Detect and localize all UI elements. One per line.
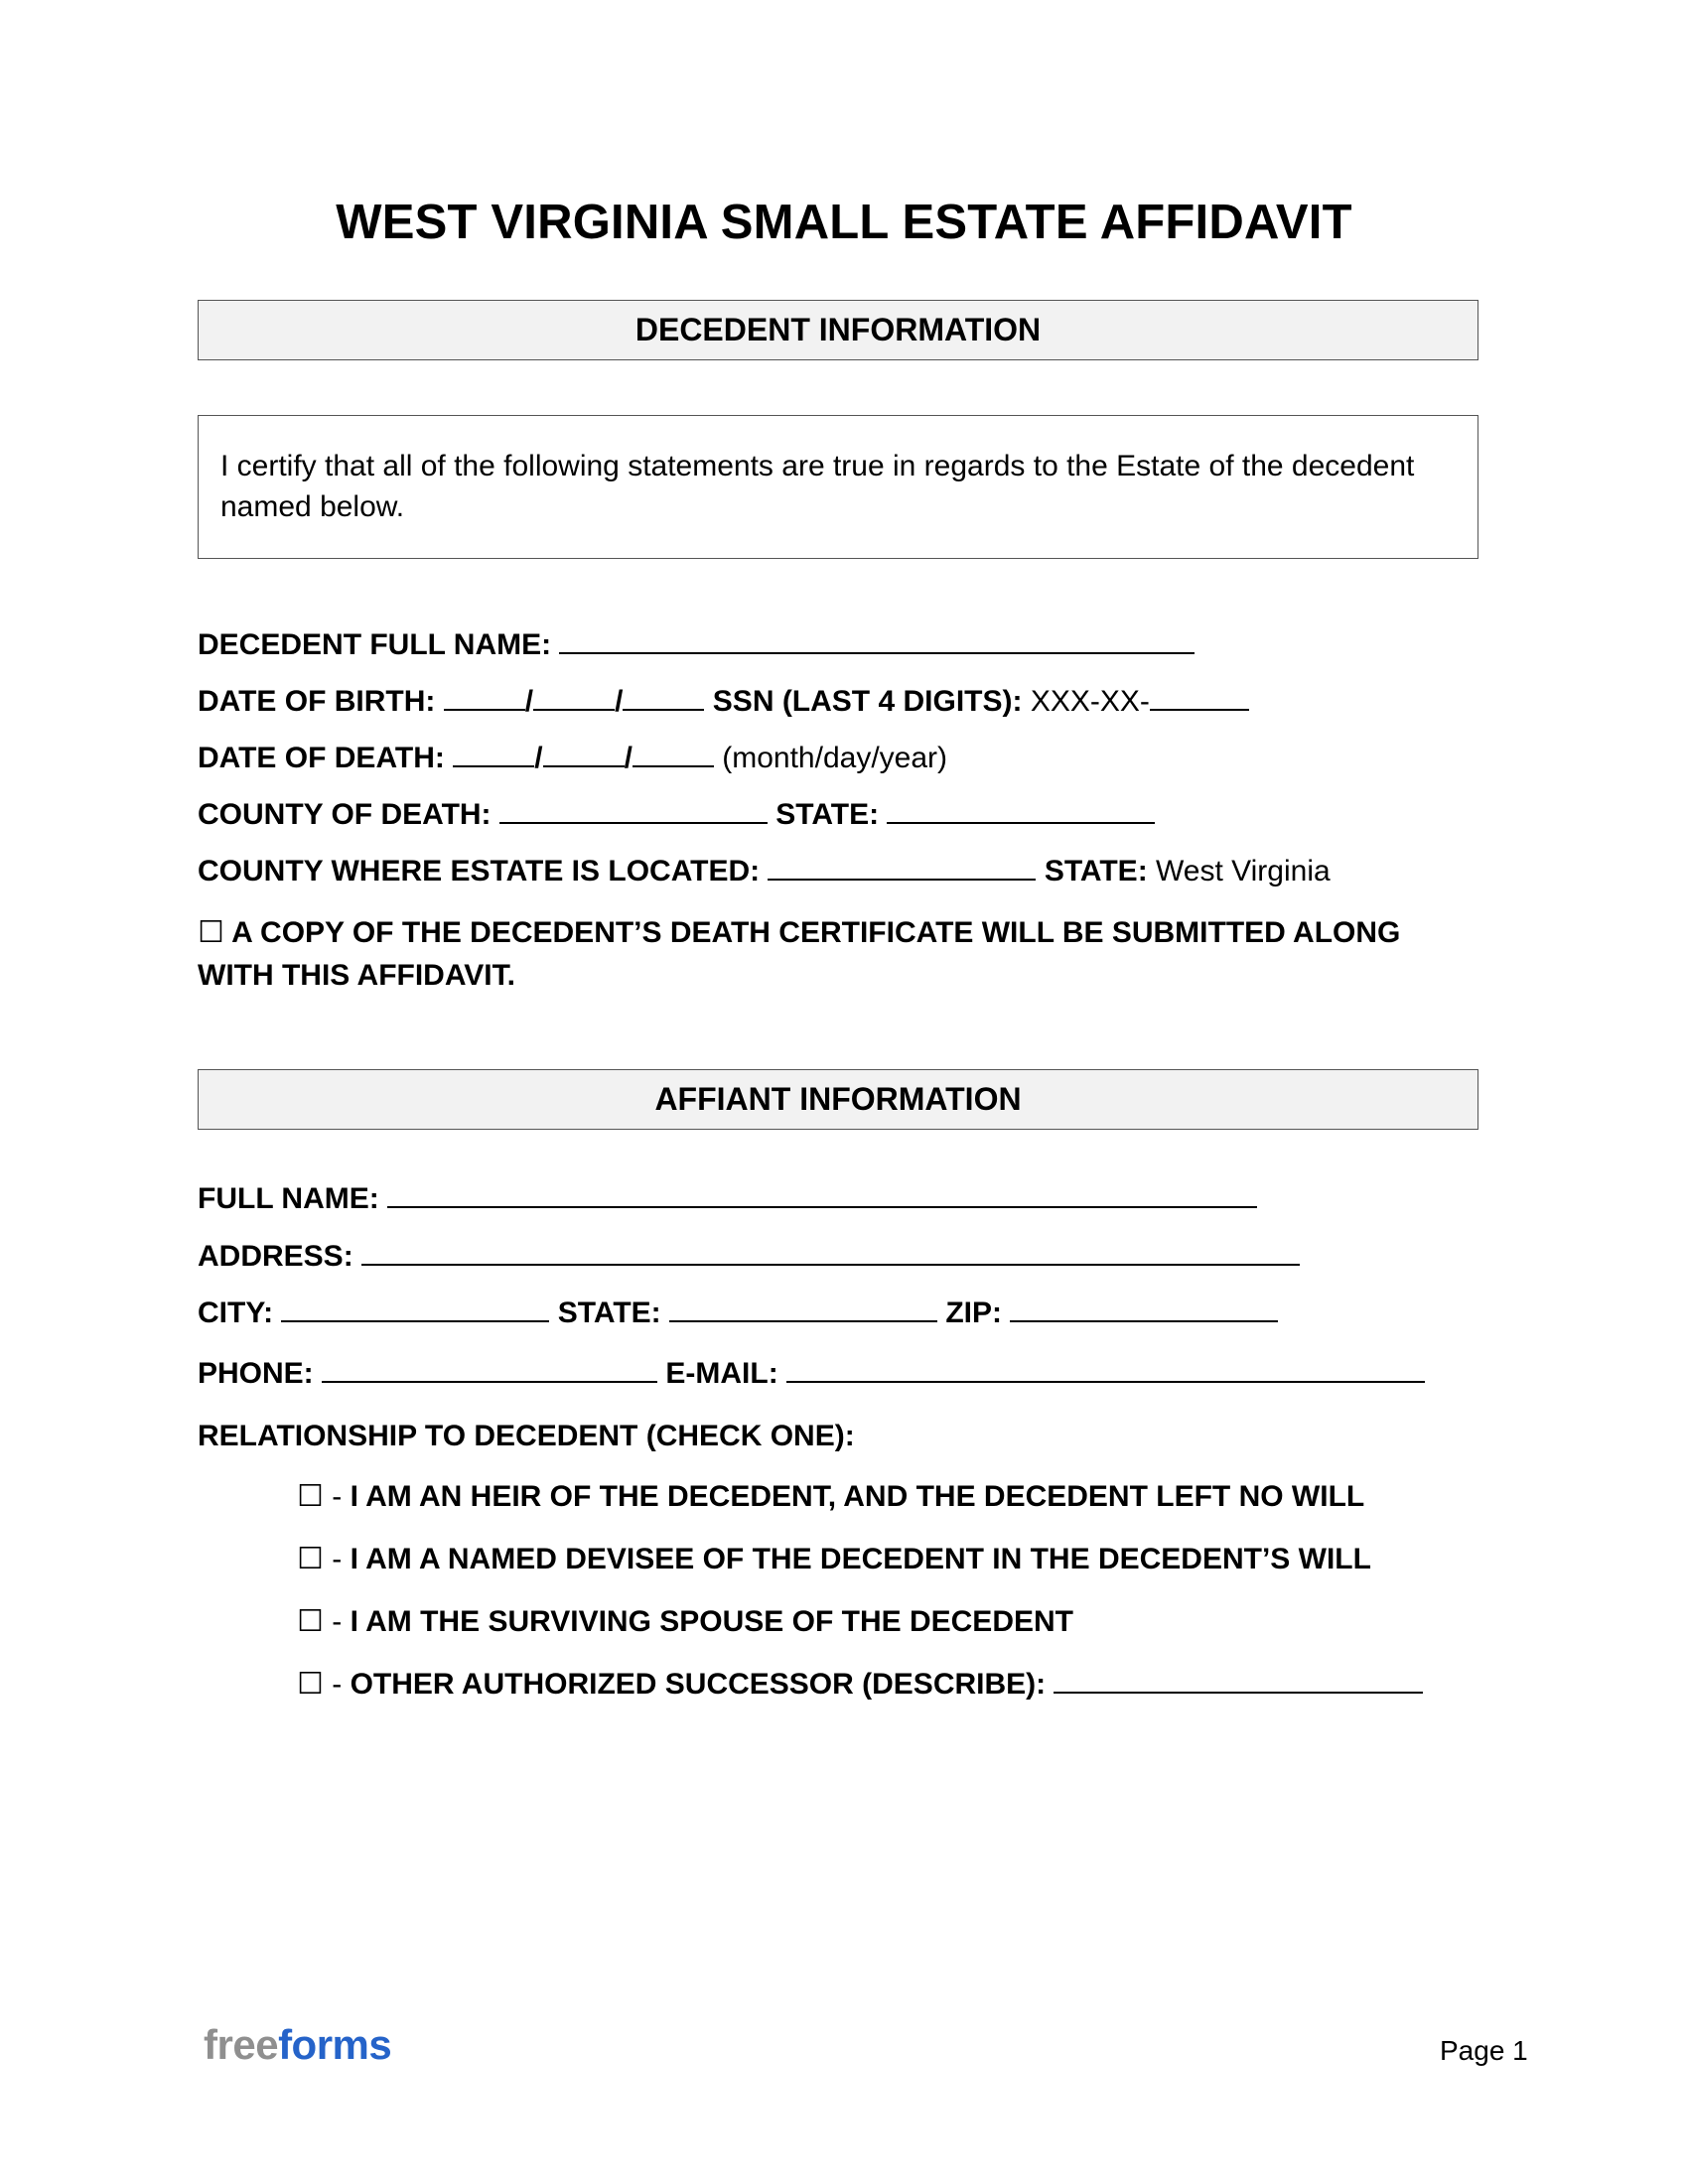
option-label: I AM A NAMED DEVISEE OF THE DECEDENT IN THE DECEDENT’S WILL [350,1543,1371,1575]
affiant-phone-field[interactable] [322,1357,657,1383]
estate-state-label: STATE: [1044,855,1148,887]
dob-year-field[interactable] [623,685,704,711]
dob-month-field[interactable] [444,685,525,711]
logo-part-forms: forms [278,2021,392,2068]
certification-text: I certify that all of the following statements are true in regards to the Estate of the decedent named below. [220,450,1415,523]
affiant-address-label: ADDRESS: [198,1240,353,1273]
county-death-field[interactable] [499,798,768,824]
affiant-city-field[interactable] [281,1297,549,1322]
dob-ssn-row [198,684,1249,720]
logo-part-free: free [204,2021,279,2068]
estate-state-value: West Virginia [1156,855,1331,887]
other-successor-field[interactable] [1054,1668,1423,1694]
date-separator: / [524,685,534,718]
death-certificate-checkbox[interactable]: ☐ [198,916,224,949]
date-separator: / [624,742,633,774]
option-label: I AM THE SURVIVING SPOUSE OF THE DECEDENT [350,1605,1073,1638]
affiant-address-row [198,1239,1300,1275]
certification-box [198,415,1478,559]
option-label: OTHER AUTHORIZED SUCCESSOR (DESCRIBE): [350,1668,1047,1701]
affiant-name-field[interactable] [387,1182,1257,1208]
dob-label: DATE OF BIRTH: [198,685,436,718]
date-separator: / [534,742,543,774]
county-estate-label: COUNTY WHERE ESTATE IS LOCATED: [198,855,761,887]
relationship-label: RELATIONSHIP TO DECEDENT (CHECK ONE): [198,1420,855,1452]
document-title: WEST VIRGINIA SMALL ESTATE AFFIDAVIT [336,196,1352,249]
affiant-phone-label: PHONE: [198,1357,314,1390]
dod-month-field[interactable] [453,742,534,767]
ssn-last4-field[interactable] [1150,685,1249,711]
affiant-state-label: STATE: [557,1297,661,1329]
county-death-row [198,797,1155,833]
dod-day-field[interactable] [543,742,625,767]
ssn-prefix: XXX-XX- [1030,685,1150,718]
relationship-row [198,1419,855,1454]
affiant-city-row [198,1296,1278,1331]
decedent-name-row [198,627,1195,663]
page-number: Page 1 [1440,2035,1528,2066]
affiant-name-label: FULL NAME: [198,1182,379,1215]
affiant-zip-field[interactable] [1010,1297,1278,1322]
affiant-zip-label: ZIP: [945,1297,1003,1329]
decedent-name-field[interactable] [559,628,1195,654]
county-death-label: COUNTY OF DEATH: [198,798,492,831]
death-state-field[interactable] [887,798,1155,824]
affiant-contact-row [198,1356,1425,1392]
relationship-option-other[interactable] [297,1667,1423,1703]
date-format-hint: (month/day/year) [722,742,948,774]
county-estate-row [198,854,1331,889]
dod-year-field[interactable] [633,742,714,767]
dod-label: DATE OF DEATH: [198,742,445,774]
affiant-state-field[interactable] [669,1297,937,1322]
death-certificate-statement [198,911,1478,997]
checkbox[interactable]: ☐ - [297,1605,351,1638]
ssn-label: SSN (LAST 4 DIGITS): [712,685,1023,718]
affiant-name-row [198,1181,1257,1217]
relationship-option-heir[interactable] [297,1479,1364,1515]
dod-row [198,741,947,776]
date-separator: / [615,685,624,718]
affiant-address-field[interactable] [361,1240,1300,1266]
checkbox[interactable]: ☐ - [297,1543,351,1575]
dob-day-field[interactable] [533,685,615,711]
county-estate-field[interactable] [768,855,1036,881]
affiant-section-header: AFFIANT INFORMATION [198,1069,1478,1130]
checkbox[interactable]: ☐ - [297,1480,351,1513]
death-state-label: STATE: [775,798,880,831]
relationship-option-spouse[interactable] [297,1604,1073,1640]
checkbox[interactable]: ☐ - [297,1668,351,1701]
affiant-city-label: CITY: [198,1297,274,1329]
affiant-email-label: E-MAIL: [665,1357,778,1390]
freeforms-logo [204,2021,391,2069]
affiant-email-field[interactable] [786,1357,1425,1383]
decedent-name-label: DECEDENT FULL NAME: [198,628,552,661]
decedent-section-header: DECEDENT INFORMATION [198,300,1478,360]
relationship-option-devisee[interactable] [297,1542,1371,1577]
death-certificate-text: A COPY OF THE DECEDENT’S DEATH CERTIFICATE WILL BE SUBMITTED ALONG WITH THIS AFFIDAVIT. [198,916,1401,992]
option-label: I AM AN HEIR OF THE DECEDENT, AND THE DECEDENT LEFT NO WILL [350,1480,1365,1513]
